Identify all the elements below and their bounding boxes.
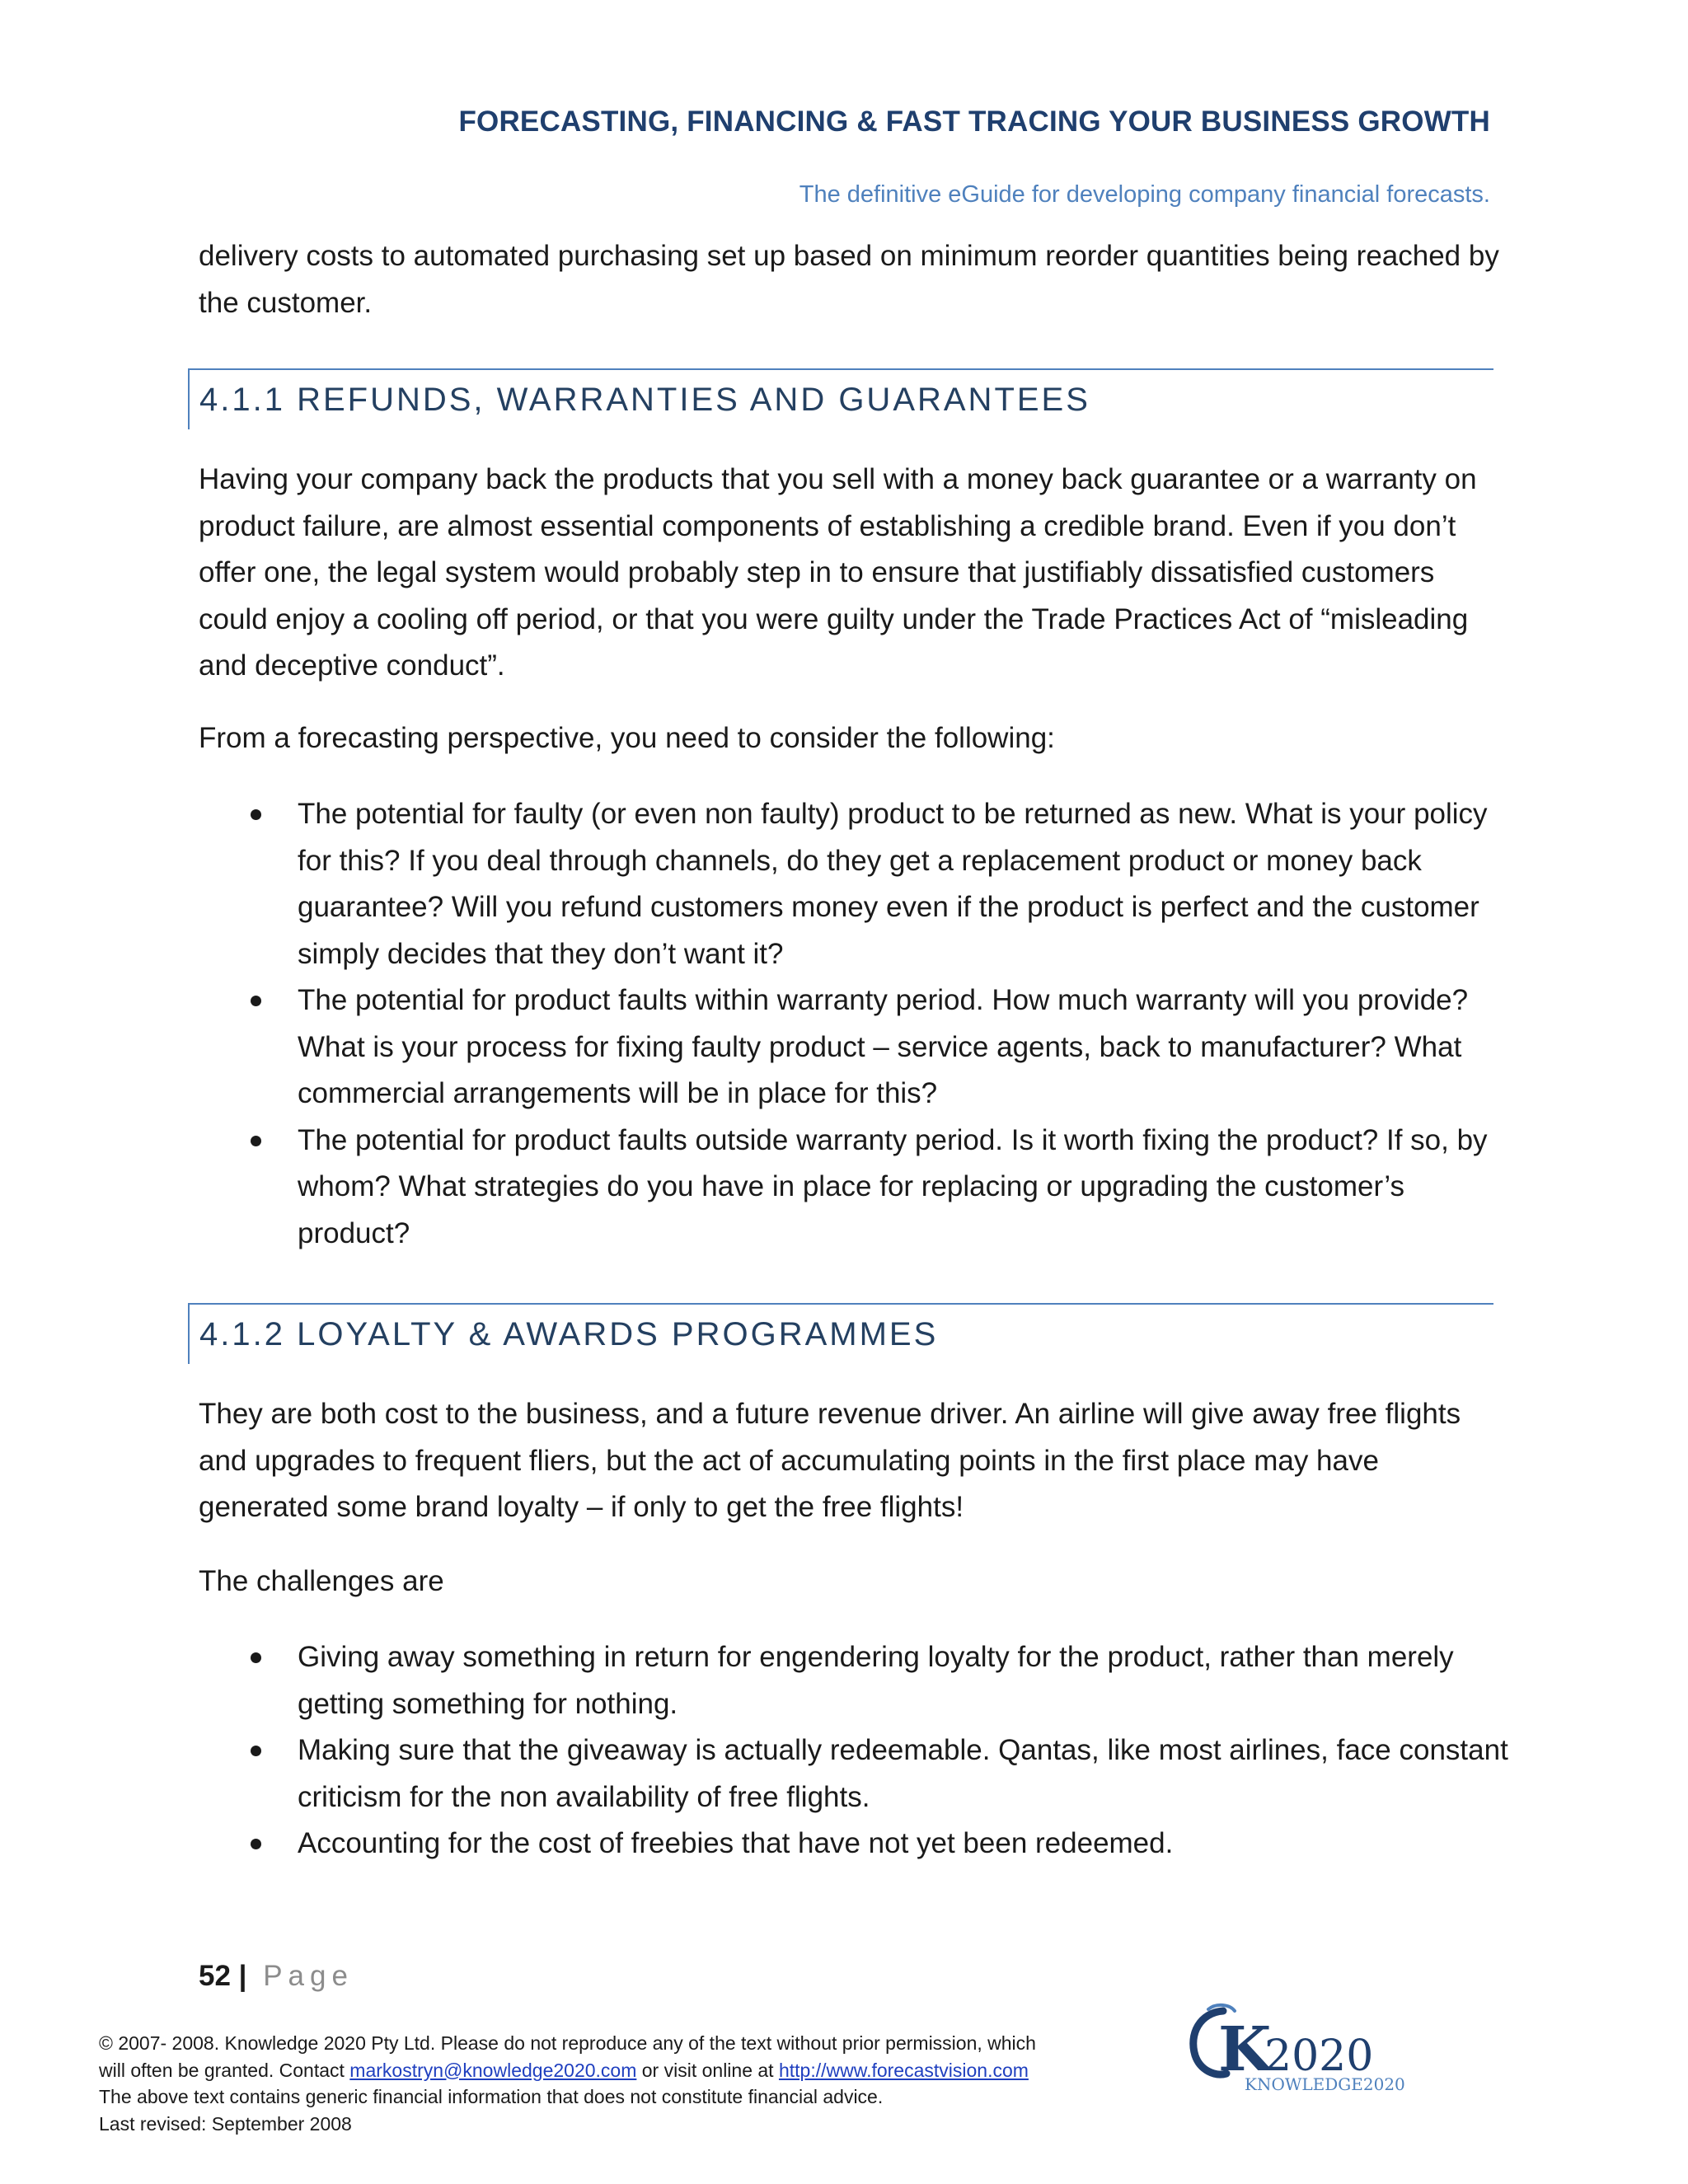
logo-sub-text: KNOWLEDGE2020 <box>1245 2074 1405 2094</box>
section-heading-loyalty <box>188 1303 1493 1364</box>
section-heading-text: 4.1.2 LOYALTY & AWARDS PROGRAMMES <box>199 1316 939 1352</box>
forecasting-perspective-paragraph: From a forecasting perspective, you need to consider the following: <box>199 722 1055 754</box>
logo-main-text: 2020 <box>1264 2032 1374 2081</box>
website-link[interactable]: http://www.forecastvision.com <box>778 2059 1029 2081</box>
footer-line-4: Last revised: September 2008 <box>99 2112 352 2135</box>
list-item: Accounting for the cost of freebies that have not yet been redeemed. <box>199 1821 1509 1868</box>
logo-k-letter: K <box>1218 2014 1272 2085</box>
page-label: Page <box>263 1960 354 1992</box>
page-number-separator: | <box>238 1960 247 1992</box>
challenges-bullet-list <box>199 1634 1509 1868</box>
page-number-value: 52 <box>199 1960 231 1992</box>
bullet-icon <box>251 1652 261 1663</box>
list-item: Giving away something in return for engendering loyalty for the product, rather than merely getting something for nothing. <box>199 1634 1509 1727</box>
section-heading-text: 4.1.1 REFUNDS, WARRANTIES AND GUARANTEES <box>199 382 1090 418</box>
list-item: The potential for product faults outside warranty period. Is it worth fixing the product? If so, by whom? What strategies do you have in place for replacing or upgrading the customer’s product? <box>199 1118 1509 1258</box>
bullet-icon <box>251 996 261 1006</box>
bullet-icon <box>251 809 261 820</box>
section-heading-refunds <box>188 368 1493 429</box>
footer-line-2: will often be granted. Contact markostryn@knowledge2020.com or visit online at http://www.forecastvision.com <box>99 2059 1029 2081</box>
contact-email-link[interactable]: markostryn@knowledge2020.com <box>349 2059 637 2081</box>
bullet-icon <box>251 1839 261 1849</box>
refunds-paragraph: Having your company back the products that you sell with a money back guarantee or a warranty on product failure, are almost essential components of establishing a credible brand. Even if you don’t offer one, the legal system would probably step in to ensure that justifiably dissatisfied customers could enjoy a cooling off period, or that you were guilty under the Trade Practices Act of “misleading and deceptive conduct”. <box>199 463 1477 682</box>
copyright-footer <box>99 2030 1170 2137</box>
loyalty-paragraph: They are both cost to the business, and a future revenue driver. An airline will give away free flights and upgrades to frequent fliers, but the act of accumulating points in the first place may have generated some brand loyalty – if only to get the free flights! <box>199 1398 1461 1523</box>
list-item: The potential for product faults within warranty period. How much warranty will you provide? What is your process for fixing faulty product – service agents, back to manufacturer? What commercial arrangements will be in place for this? <box>199 977 1509 1118</box>
intro-paragraph: delivery costs to automated purchasing set up based on minimum reorder quantities being reached by the customer. <box>199 240 1499 319</box>
knowledge2020-logo <box>1184 2001 1423 2100</box>
refunds-bullet-list <box>199 791 1509 1257</box>
header-subtitle: The definitive eGuide for developing company financial forecasts. <box>799 181 1490 208</box>
bullet-icon <box>251 1746 261 1756</box>
page-number <box>199 1960 354 1993</box>
list-item: Making sure that the giveaway is actually redeemable. Qantas, like most airlines, face constant criticism for the non availability of free flights. <box>199 1727 1509 1821</box>
footer-line-1: © 2007- 2008. Knowledge 2020 Pty Ltd. Please do not reproduce any of the text without prior permission, which <box>99 2032 1036 2054</box>
list-item: The potential for faulty (or even non faulty) product to be returned as new. What is your policy for this? If you deal through channels, do they get a replacement product or money back guarantee? Will you refund customers money even if the product is perfect and the customer simply decides that they don’t want it? <box>199 791 1509 977</box>
challenges-intro: The challenges are <box>199 1565 444 1597</box>
footer-line-3: The above text contains generic financial information that does not constitute financial advice. <box>99 2086 884 2107</box>
header-title: FORECASTING, FINANCING & FAST TRACING YOUR BUSINESS GROWTH <box>458 105 1490 138</box>
bullet-icon <box>251 1136 261 1146</box>
